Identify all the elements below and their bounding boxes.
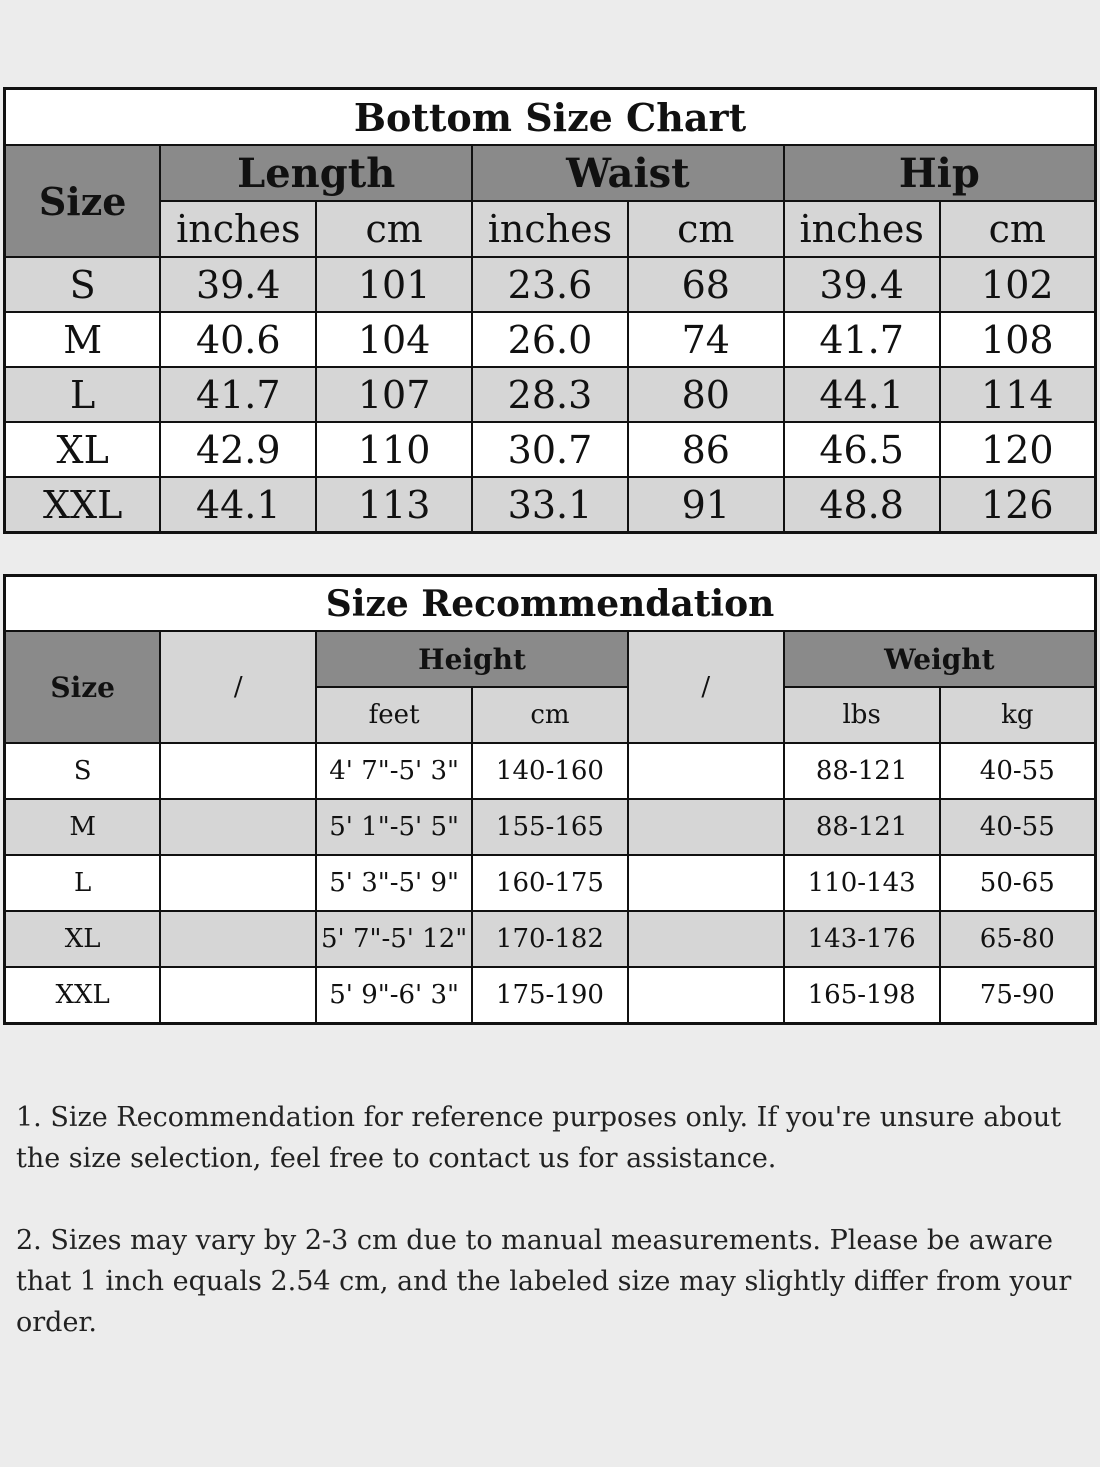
value-cell: 88-121 bbox=[784, 799, 940, 855]
value-cell: 113 bbox=[316, 477, 472, 533]
empty-cell bbox=[628, 799, 784, 855]
size-cell: S bbox=[5, 257, 161, 312]
weight-group-header: Weight bbox=[784, 631, 1096, 687]
empty-cell bbox=[160, 799, 316, 855]
value-cell: 140-160 bbox=[472, 743, 628, 799]
value-cell: 46.5 bbox=[784, 422, 940, 477]
value-cell: 39.4 bbox=[160, 257, 316, 312]
value-cell: 108 bbox=[940, 312, 1096, 367]
note-reference: 1. Size Recommendation for reference purposes only. If you're unsure about the size selection, feel free to contact us for assistance. bbox=[16, 1102, 1062, 1174]
unit-header: inches bbox=[472, 201, 628, 257]
size-cell: L bbox=[5, 855, 161, 911]
value-cell: 5' 7"-5' 12" bbox=[316, 911, 472, 967]
value-cell: 41.7 bbox=[784, 312, 940, 367]
empty-cell bbox=[160, 967, 316, 1024]
slash-header: / bbox=[160, 631, 316, 743]
value-cell: 110 bbox=[316, 422, 472, 477]
size-cell: XXL bbox=[5, 477, 161, 533]
empty-cell bbox=[628, 743, 784, 799]
table-row bbox=[5, 257, 1096, 312]
value-cell: 143-176 bbox=[784, 911, 940, 967]
unit-header: cm bbox=[628, 201, 784, 257]
value-cell: 155-165 bbox=[472, 799, 628, 855]
empty-cell bbox=[160, 911, 316, 967]
size-column-header: Size bbox=[5, 631, 161, 743]
value-cell: 39.4 bbox=[784, 257, 940, 312]
table-row bbox=[5, 743, 1096, 799]
value-cell: 160-175 bbox=[472, 855, 628, 911]
table-row bbox=[5, 477, 1096, 533]
note-measurement: 2. Sizes may vary by 2-3 cm due to manual measurements. Please be aware that 1 inch equals 2.54 cm, and the labeled size may slightly differ from your order. bbox=[16, 1225, 1072, 1338]
table-row bbox=[5, 855, 1096, 911]
value-cell: 65-80 bbox=[940, 911, 1096, 967]
value-cell: 5' 1"-5' 5" bbox=[316, 799, 472, 855]
value-cell: 74 bbox=[628, 312, 784, 367]
empty-cell bbox=[160, 743, 316, 799]
size-cell: M bbox=[5, 799, 161, 855]
length-group-header: Length bbox=[160, 145, 472, 201]
value-cell: 42.9 bbox=[160, 422, 316, 477]
unit-header: feet bbox=[316, 687, 472, 743]
table-row bbox=[5, 911, 1096, 967]
value-cell: 68 bbox=[628, 257, 784, 312]
table-row bbox=[5, 367, 1096, 422]
table-row bbox=[5, 967, 1096, 1024]
value-cell: 40-55 bbox=[940, 743, 1096, 799]
value-cell: 170-182 bbox=[472, 911, 628, 967]
size-recommendation-table bbox=[3, 574, 1097, 1025]
bottom-size-chart-table bbox=[3, 87, 1097, 534]
value-cell: 5' 3"-5' 9" bbox=[316, 855, 472, 911]
value-cell: 40.6 bbox=[160, 312, 316, 367]
value-cell: 91 bbox=[628, 477, 784, 533]
value-cell: 175-190 bbox=[472, 967, 628, 1024]
size-column-header: Size bbox=[5, 145, 161, 257]
value-cell: 114 bbox=[940, 367, 1096, 422]
value-cell: 120 bbox=[940, 422, 1096, 477]
value-cell: 107 bbox=[316, 367, 472, 422]
size-cell: M bbox=[5, 312, 161, 367]
table-row bbox=[5, 799, 1096, 855]
value-cell: 4' 7"-5' 3" bbox=[316, 743, 472, 799]
value-cell: 44.1 bbox=[784, 367, 940, 422]
unit-header: cm bbox=[316, 201, 472, 257]
value-cell: 110-143 bbox=[784, 855, 940, 911]
size-cell: S bbox=[5, 743, 161, 799]
value-cell: 50-65 bbox=[940, 855, 1096, 911]
unit-header: inches bbox=[784, 201, 940, 257]
value-cell: 101 bbox=[316, 257, 472, 312]
size-cell: L bbox=[5, 367, 161, 422]
value-cell: 86 bbox=[628, 422, 784, 477]
value-cell: 23.6 bbox=[472, 257, 628, 312]
size-cell: XL bbox=[5, 422, 161, 477]
size-cell: XXL bbox=[5, 967, 161, 1024]
empty-cell bbox=[628, 855, 784, 911]
height-group-header: Height bbox=[316, 631, 628, 687]
value-cell: 88-121 bbox=[784, 743, 940, 799]
table-row bbox=[5, 422, 1096, 477]
value-cell: 44.1 bbox=[160, 477, 316, 533]
empty-cell bbox=[628, 967, 784, 1024]
hip-group-header: Hip bbox=[784, 145, 1096, 201]
value-cell: 26.0 bbox=[472, 312, 628, 367]
table-row bbox=[5, 312, 1096, 367]
unit-header: cm bbox=[940, 201, 1096, 257]
value-cell: 5' 9"-6' 3" bbox=[316, 967, 472, 1024]
value-cell: 33.1 bbox=[472, 477, 628, 533]
value-cell: 104 bbox=[316, 312, 472, 367]
value-cell: 30.7 bbox=[472, 422, 628, 477]
value-cell: 102 bbox=[940, 257, 1096, 312]
unit-header: kg bbox=[940, 687, 1096, 743]
unit-header: cm bbox=[472, 687, 628, 743]
value-cell: 165-198 bbox=[784, 967, 940, 1024]
empty-cell bbox=[628, 911, 784, 967]
value-cell: 75-90 bbox=[940, 967, 1096, 1024]
value-cell: 80 bbox=[628, 367, 784, 422]
recommendation-title: Size Recommendation bbox=[5, 576, 1096, 632]
value-cell: 48.8 bbox=[784, 477, 940, 533]
size-cell: XL bbox=[5, 911, 161, 967]
value-cell: 28.3 bbox=[472, 367, 628, 422]
waist-group-header: Waist bbox=[472, 145, 784, 201]
unit-header: inches bbox=[160, 201, 316, 257]
value-cell: 41.7 bbox=[160, 367, 316, 422]
slash-header: / bbox=[628, 631, 784, 743]
chart-title: Bottom Size Chart bbox=[5, 89, 1096, 146]
value-cell: 40-55 bbox=[940, 799, 1096, 855]
empty-cell bbox=[160, 855, 316, 911]
unit-header: lbs bbox=[784, 687, 940, 743]
value-cell: 126 bbox=[940, 477, 1096, 533]
